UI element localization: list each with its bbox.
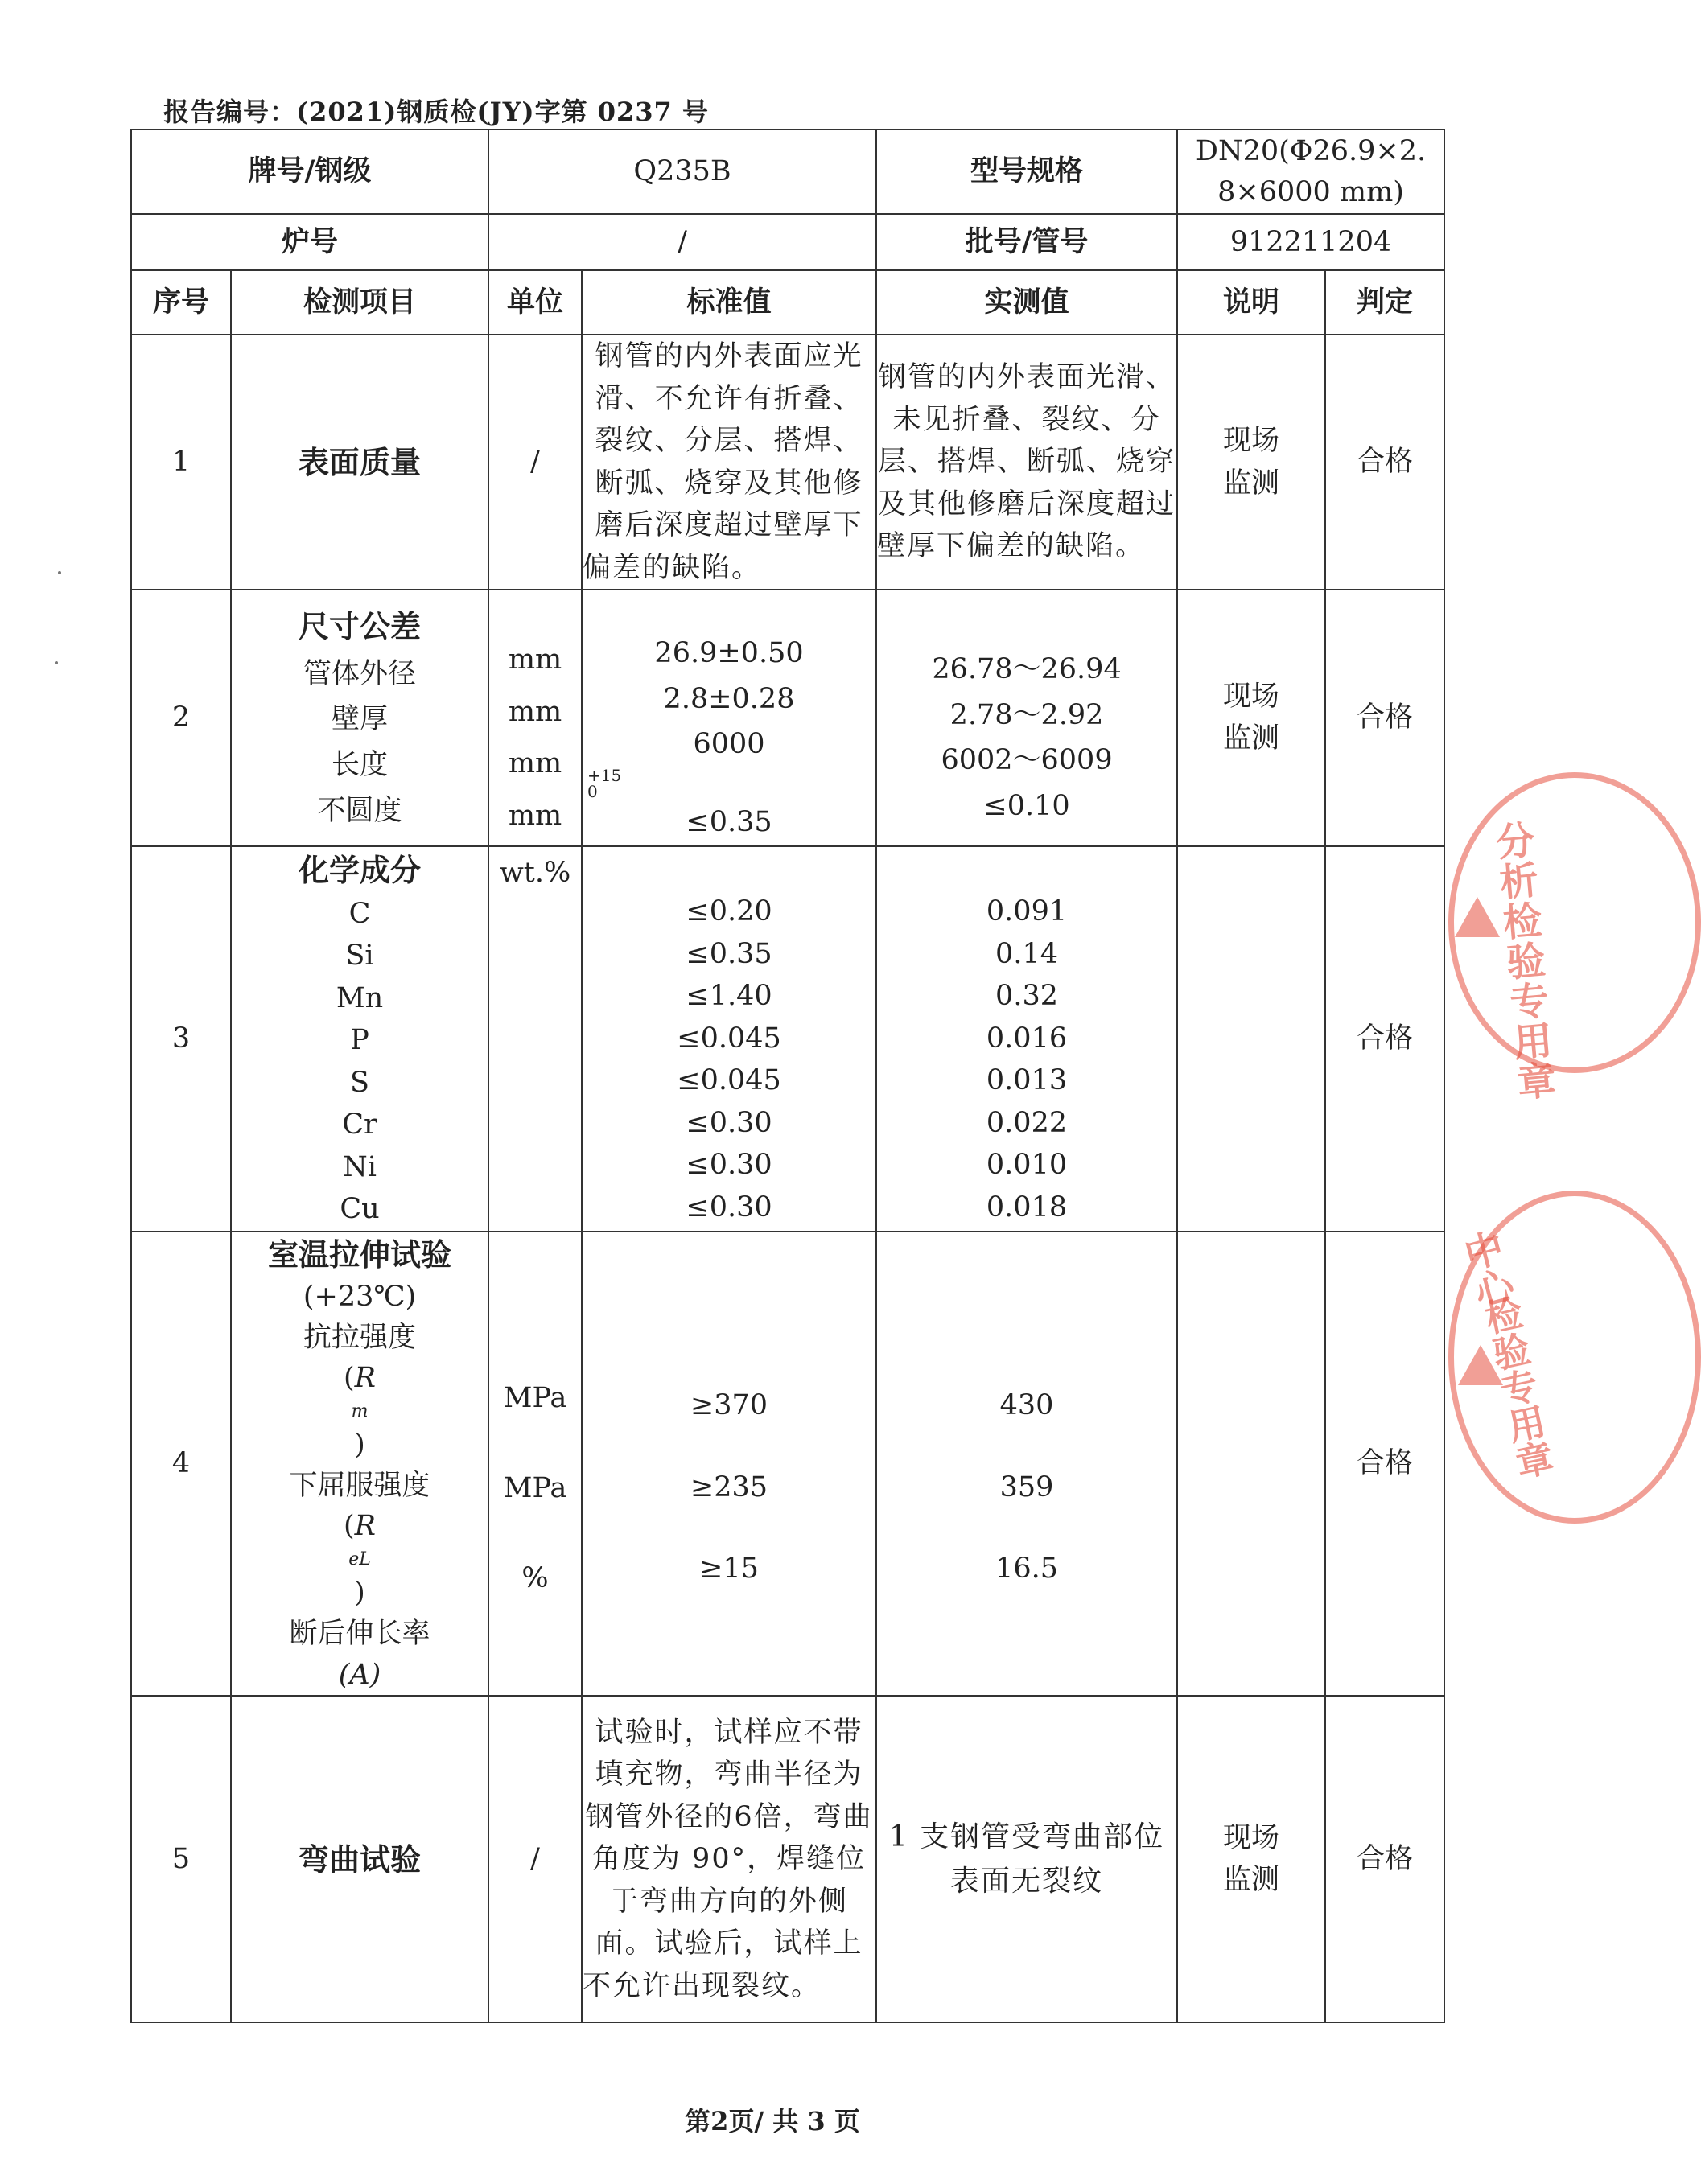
element: Cr (342, 1108, 377, 1141)
scan-speck (58, 571, 61, 574)
row-item: 弯曲试验 (231, 1696, 488, 2022)
heat-value: / (488, 214, 876, 270)
row-number: 2 (131, 590, 231, 846)
standard-value: 26.9±0.50 (654, 637, 804, 669)
col-unit: 单位 (488, 270, 582, 335)
measured-value: 16.5 (995, 1553, 1058, 1586)
measured-value: 6002～6009 (941, 744, 1113, 777)
measured-value: 0.14 (995, 937, 1058, 970)
row-unit: / (488, 1696, 582, 2022)
measured-value: 430 (999, 1389, 1054, 1422)
row-unit (488, 590, 582, 846)
note-line: 现场 (1223, 1821, 1280, 1854)
column-header-row (131, 270, 1444, 335)
header-row-heat (131, 214, 1444, 270)
test-temp: (+23℃) (303, 1280, 417, 1313)
unit-value: MPa (503, 1471, 567, 1504)
note-line: 监测 (1223, 1864, 1280, 1897)
stamp-text-2a: 中心 (1453, 1226, 1518, 1313)
row-unit: wt.% (488, 846, 582, 1232)
row-standard: 钢管的内外表面应光滑、不允许有折叠、裂纹、分层、搭焊、断弧、烧穿及其他修磨后深度超过壁厚下偏差的缺陷。 (582, 335, 876, 590)
standard-value: ≥235 (690, 1470, 768, 1503)
scan-speck (55, 661, 58, 664)
row-item: 表面质量 (231, 335, 488, 590)
table-row (131, 590, 1444, 846)
row-note (1177, 846, 1325, 1232)
grade-label: 牌号/钢级 (131, 130, 488, 214)
measured-value: ≤0.10 (983, 790, 1070, 823)
table-row (131, 846, 1444, 1232)
standard-value: 2.8±0.28 (663, 682, 795, 715)
row-result: 合格 (1325, 1232, 1444, 1697)
col-standard: 标准值 (582, 270, 876, 335)
note-line: 监测 (1223, 467, 1280, 500)
row-measured (876, 846, 1177, 1232)
row-result: 合格 (1325, 846, 1444, 1232)
col-note: 说明 (1177, 270, 1325, 335)
stamp-text-1: 分析检验专用章 (1487, 819, 1558, 1104)
row-note (1177, 1232, 1325, 1697)
row-number: 3 (131, 846, 231, 1232)
standard-value: ≤0.045 (677, 1064, 781, 1097)
tensile-symbol: (R m ) (232, 1358, 488, 1465)
page-footer: 第2页/ 共 3 页 (685, 2106, 860, 2137)
row-standard (582, 590, 876, 846)
unit-value: mm (508, 747, 562, 780)
stamp-triangle-icon (1455, 897, 1500, 937)
note-line: 现场 (1223, 425, 1280, 457)
row-result: 合格 (1325, 1696, 1444, 2022)
table-row (131, 1696, 1444, 2022)
row-unit: / (488, 335, 582, 590)
tol-lower: 0 (587, 782, 598, 802)
measured-value: 0.022 (986, 1106, 1068, 1139)
subscript: eL (348, 1549, 371, 1570)
unit-value: mm (508, 695, 562, 728)
symbol: R (354, 1510, 377, 1543)
elong-symbol: (A) (338, 1658, 381, 1691)
unit-value: mm (508, 643, 562, 676)
element: Ni (343, 1150, 377, 1183)
measured-value: 0.010 (986, 1149, 1068, 1182)
row-title: 化学成分 (299, 851, 422, 888)
standard-value: ≤0.30 (686, 1191, 772, 1224)
col-item: 检测项目 (231, 270, 488, 335)
symbol: R (354, 1362, 377, 1395)
length-standard: 6000 (693, 728, 765, 761)
row-item (231, 590, 488, 846)
measured-value: 26.78～26.94 (932, 653, 1122, 685)
yield-label: 下屈服强度 (289, 1469, 430, 1502)
tol-upper: +15 (587, 766, 622, 786)
row-measured: 钢管的内外表面光滑、未见折叠、裂纹、分层、搭焊、断弧、烧穿及其他修磨后深度超过壁厚下偏差的缺陷。 (876, 335, 1177, 590)
measured-line: 1 支钢管受弯曲部位 (888, 1820, 1165, 1853)
standard-value (583, 722, 875, 800)
spec-line-1: DN20(Φ26.9×2. (1195, 134, 1427, 167)
element: C (348, 897, 371, 930)
unit-value: % (521, 1561, 549, 1594)
note-line: 现场 (1223, 680, 1280, 713)
sub-item: 管体外径 (303, 657, 417, 690)
spec-label: 型号规格 (876, 130, 1177, 214)
stamp-triangle-icon (1458, 1345, 1503, 1385)
measured-value: 0.32 (995, 980, 1058, 1013)
subscript: m (351, 1401, 369, 1422)
header-row-grade (131, 130, 1444, 214)
inspection-table (130, 129, 1445, 2023)
length-tolerance (587, 767, 875, 800)
col-measured: 实测值 (876, 270, 1177, 335)
row-standard: 试验时，试样应不带填充物，弯曲半径为钢管外径的6倍，弯曲角度为 90°，焊缝位于弯曲方向的外侧面。试验后，试样上不允许出现裂纹。 (582, 1696, 876, 2022)
row-standard (582, 1232, 876, 1697)
element: Cu (340, 1193, 380, 1226)
row-number: 4 (131, 1232, 231, 1697)
row-number: 1 (131, 335, 231, 590)
standard-value: ≤0.35 (686, 806, 772, 839)
elong-label: 断后伸长率 (289, 1617, 430, 1650)
standard-value: ≤1.40 (686, 980, 772, 1013)
row-item (231, 1232, 488, 1697)
standard-value: ≤0.35 (686, 937, 772, 970)
col-no: 序号 (131, 270, 231, 335)
row-standard (582, 846, 876, 1232)
row-result: 合格 (1325, 590, 1444, 846)
row-title: 室温拉伸试验 (268, 1236, 452, 1273)
sub-item: 不圆度 (317, 794, 402, 827)
row-number: 5 (131, 1696, 231, 2022)
row-title: 尺寸公差 (299, 608, 422, 645)
note-line: 监测 (1223, 722, 1280, 755)
standard-value: ≤0.30 (686, 1106, 772, 1139)
standard-value: ≤0.30 (686, 1149, 772, 1182)
row-item (231, 846, 488, 1232)
measured-value: 0.018 (986, 1191, 1068, 1224)
element: S (350, 1066, 369, 1099)
grade-value: Q235B (488, 130, 876, 214)
report-number: 报告编号：(2021)钢质检(JY)字第 0237 号 (163, 97, 709, 127)
row-note (1177, 1696, 1325, 2022)
element: Mn (336, 981, 384, 1014)
table-row (131, 335, 1444, 590)
spec-line-2: 8×6000 mm) (1217, 175, 1404, 208)
row-unit (488, 1232, 582, 1697)
row-note (1177, 335, 1325, 590)
element: P (350, 1024, 369, 1057)
yield-symbol: (R eL ) (232, 1506, 488, 1613)
standard-value: ≤0.045 (677, 1022, 781, 1055)
unit-value: MPa (503, 1381, 567, 1414)
row-measured (876, 1232, 1177, 1697)
standard-value: ≥370 (690, 1389, 768, 1422)
standard-value: ≤0.20 (686, 895, 772, 928)
col-result: 判定 (1325, 270, 1444, 335)
measured-value: 0.016 (986, 1022, 1068, 1055)
table-row (131, 1232, 1444, 1697)
row-result: 合格 (1325, 335, 1444, 590)
row-measured (876, 590, 1177, 846)
unit-value: mm (508, 800, 562, 833)
sub-item: 长度 (332, 749, 389, 782)
batch-label: 批号/管号 (876, 214, 1177, 270)
standard-value: ≥15 (699, 1553, 759, 1586)
element: Si (345, 940, 374, 973)
measured-value: 0.091 (986, 895, 1068, 928)
heat-label: 炉号 (131, 214, 488, 270)
tensile-label: 抗拉强度 (303, 1321, 417, 1354)
measured-value: 2.78～2.92 (949, 698, 1104, 731)
measured-line: 表面无裂纹 (950, 1865, 1104, 1898)
measured-value: 359 (999, 1470, 1054, 1503)
row-measured (876, 1696, 1177, 2022)
batch-value: 912211204 (1177, 214, 1444, 270)
measured-value: 0.013 (986, 1064, 1068, 1097)
row-note (1177, 590, 1325, 846)
stamp-text-2b: 检验专用章 (1476, 1292, 1558, 1483)
sub-item: 壁厚 (332, 703, 389, 736)
spec-value (1177, 130, 1444, 214)
